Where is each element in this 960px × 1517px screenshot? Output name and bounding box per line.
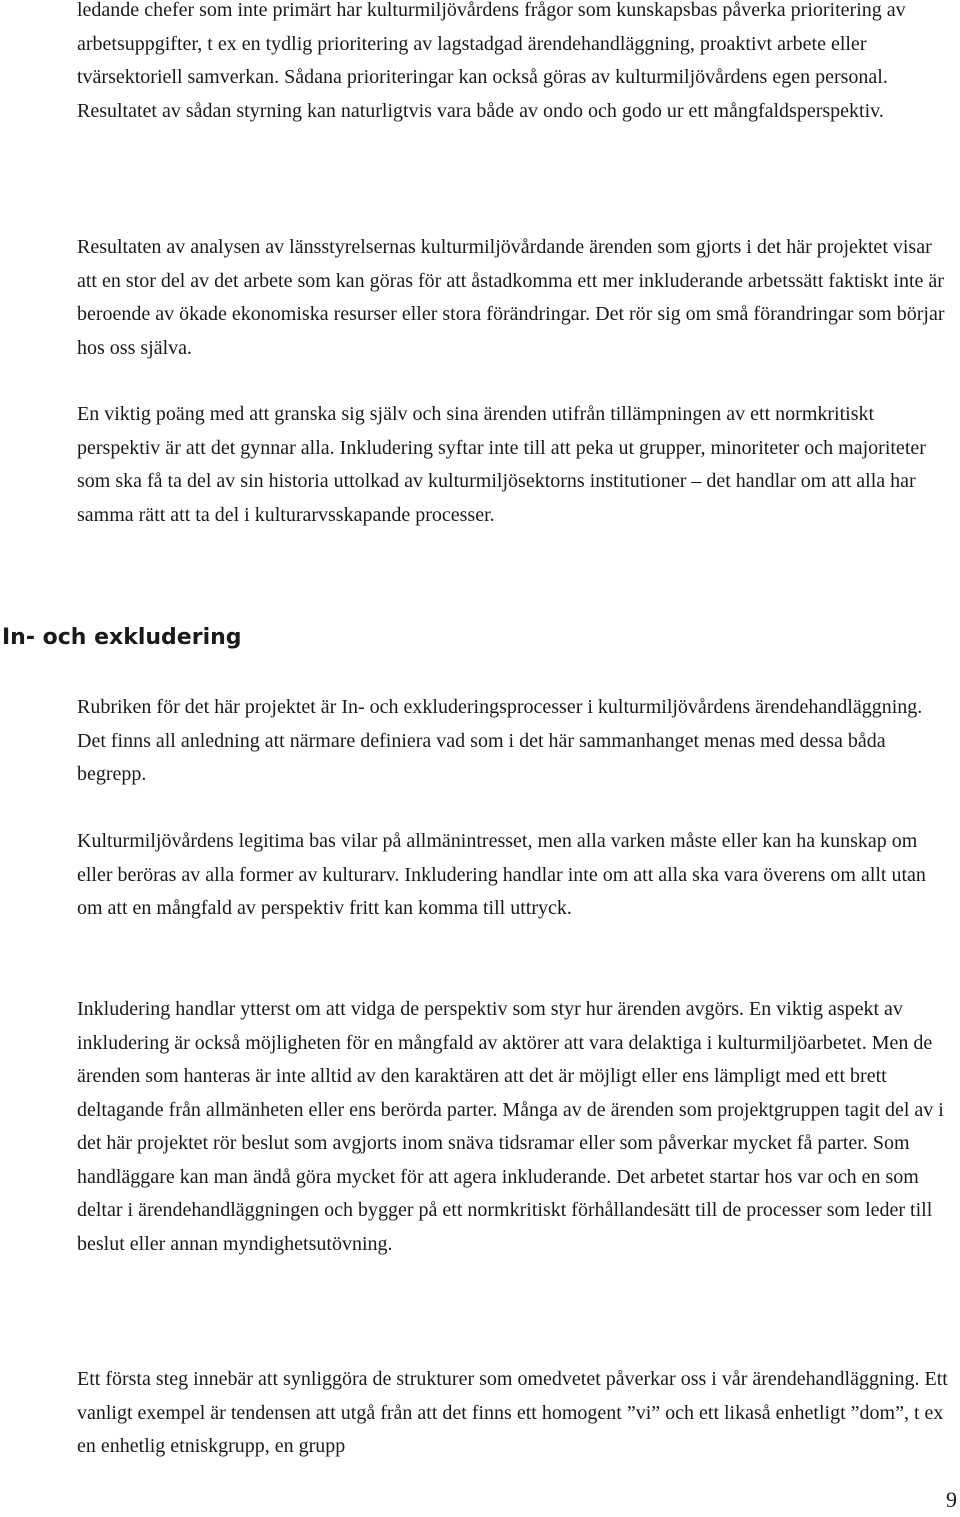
paragraph-first-step: Ett första steg innebär att synliggöra de strukturer som omedvetet påverkar oss i vår ärendehandläggning. Ett vanligt exempel är tendensen att utgå från att det finns ett homogent ”vi” och ett likaså enhetligt ”dom”, t ex en enhetlig etniskgrupp, en grupp (77, 1368, 948, 1457)
paragraph-inclusion-perspectives: Inkludering handlar ytterst om att vidga de perspektiv som styr hur ärenden avgörs. En viktig aspekt av inkludering är också möjligheten för en mångfald av aktörer att vara delaktiga i kulturmiljöarbetet. Men de ärenden som hanteras är inte alltid av den karaktären att det är möjligt eller ens lämpligt med ett brett deltagande från allmänheten eller ens berörda parter. Många av de ärenden som projektgruppen tagit del av i det här projektet rör beslut som avgjorts inom snäva tidsramar eller som påverkar mycket få parter. Som handläggare kan man ändå göra mycket för att agera inkluderande. Det arbetet startar hos var och en som deltar i ärendehandläggningen och bygger på ett normkritiskt förhållandesätt till de processer som leder till beslut eller annan myndighetsutövning. (77, 998, 944, 1255)
page-number: 9 (946, 1487, 957, 1512)
paragraph-leadership: ledande chefer som inte primärt har kulturmiljövårdens frågor som kunskapsbas påverka prioritering av arbetsuppgifter, t ex en tydlig prioritering av lagstadgad ärendehandläggning, proaktivt arbete eller tvärsektoriell samverkan. Sådana prioriteringar kan också göras av kulturmiljövårdens egen personal. Resultatet av sådan styrning kan naturligtvis vara både av ondo och godo ur ett mångfaldsperspektiv. (77, 0, 906, 122)
paragraph-normcritical-point: En viktig poäng med att granska sig själv och sina ärenden utifrån tillämpningen av ett normkritiskt perspektiv är att det gynnar alla. Inkludering syftar inte till att peka ut grupper, minoriteter och majoriteter som ska få ta del av sin historia uttolkad av kulturmiljösektorns institutioner – det handlar om att alla har samma rätt att ta del i kulturarvsskapande processer. (77, 403, 926, 526)
paragraph-project-title: Rubriken för det här projektet är In- och exkluderingsprocesser i kulturmiljövårdens ärendehandläggning. Det finns all anledning att närmare definiera vad som i det här sammanhanget menas med dessa båda begrepp. (77, 696, 923, 785)
paragraph-analysis-results: Resultaten av analysen av länsstyrelsernas kulturmiljövårdande ärenden som gjorts i det här projektet visar att en stor del av det arbete som kan göras för att åstadkomma ett mer inkluderande arbetssätt faktiskt inte är beroende av ökade ekonomiska resurser eller stora förändringar. Det rör sig om små förandringar som börjar hos oss själva. (77, 236, 945, 359)
paragraph-legitimate-basis: Kulturmiljövårdens legitima bas vilar på allmänintresset, men alla varken måste eller kan ha kunskap om eller beröras av alla former av kulturarv. Inkludering handlar inte om att alla ska vara överens om allt utan om att en mångfald av perspektiv fritt kan komma till uttryck. (77, 830, 926, 919)
section-heading: In- och exkludering (2, 625, 242, 650)
